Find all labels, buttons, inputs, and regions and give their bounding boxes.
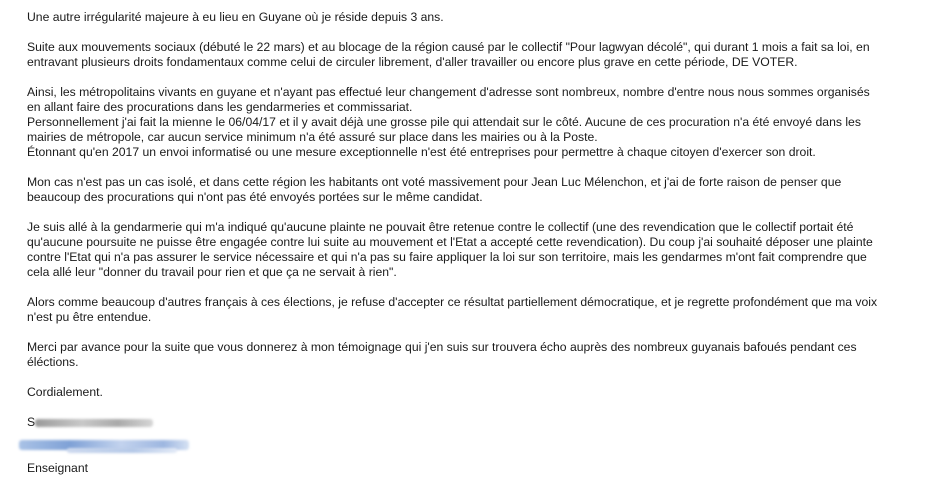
signature-email	[27, 438, 927, 453]
text-line: contre l'Etat qui n'a pas assurer le service nécessaire et qui n'a pas su faire appliquer la loi sur son territoire, mais les gendarmes m'ont fait comprendre que	[27, 250, 867, 264]
paragraph-gendarmerie	[27, 220, 927, 280]
text-line: Une autre irrégularité majeure à eu lieu en Guyane où je réside depuis 3 ans.	[27, 10, 444, 24]
text-line: Cordialement.	[27, 385, 103, 399]
text-line: en allant faire des procurations dans les gendarmeries et commissariat.	[27, 100, 413, 114]
email-body	[27, 10, 927, 484]
paragraph-isolated-case	[27, 175, 927, 205]
signature-role	[27, 461, 927, 476]
redacted-name	[35, 419, 153, 427]
paragraph-social-movements	[27, 40, 927, 70]
text-line: cela allé leur "donner du travail pour rien et que ça ne servait à rien".	[27, 265, 397, 279]
signature	[27, 415, 927, 476]
text-line: mairies de métropole, car aucun service minimum n'a été assuré sur place dans les mairies ou à la Poste.	[27, 130, 598, 144]
text-line: Étonnant qu'en 2017 un envoi informatisé ou une mesure exceptionnelle n'est été entreprises pour permettre à chaque citoyen d'exercer son droit.	[27, 145, 816, 159]
text-line: Mon cas n'est pas un cas isolé, et dans cette région les habitants ont voté massivement pour Jean Luc Mélenchon, et j'ai de forte raison de penser que	[27, 175, 842, 189]
closing-salutation	[27, 385, 927, 400]
text-line: Ainsi, les métropolitains vivants en guyane et n'ayant pas effectué leur changement d'adresse sont nombreux, nombre d'entre nous nous sommes organisés	[27, 85, 870, 99]
text-line: Personnellement j'ai fait la mienne le 06/04/17 et il y avait déjà une grosse pile qui attendait sur le côté. Aucune de ces procuration n'a été envoyé dans les	[27, 115, 861, 129]
paragraph-refusal	[27, 295, 927, 325]
paragraph-procurations	[27, 85, 927, 160]
text-line: qu'aucune poursuite ne puisse être engagée contre lui suite au mouvement et l'Etat a accepté cette revendication). Du coup j'ai souhaité déposer une plainte	[27, 235, 873, 249]
paragraph-intro	[27, 10, 927, 25]
redacted-email-underline	[67, 448, 177, 453]
text-line: Merci par avance pour la suite que vous donnerez à mon témoignage qui j'en suis sur trouvera écho auprès des nombreux guyanais bafoués pendant ces	[27, 340, 857, 354]
text-line: éléctions.	[27, 355, 79, 369]
signature-role-text: Enseignant	[27, 461, 88, 475]
signature-name-initial: S	[27, 415, 36, 429]
text-line: n'est pu être entendue.	[27, 310, 152, 324]
signature-name	[27, 415, 927, 430]
text-line: Je suis allé à la gendarmerie qui m'a indiqué qu'aucune plainte ne pouvait être retenue contre le collectif (une des revendication que le collectif portait été	[27, 220, 854, 234]
text-line: Suite aux mouvements sociaux (débuté le 22 mars) et au blocage de la région causé par le collectif "Pour lagwyan décolé", qui durant 1 mois a fait sa loi, en	[27, 40, 870, 54]
text-line: beaucoup des procurations qui n'ont pas été envoyés portées sur le même candidat.	[27, 190, 483, 204]
paragraph-thanks	[27, 340, 927, 370]
text-line: entravant plusieurs droits fondamentaux comme celui de circuler librement, d'aller travailler ou encore plus grave en cette période, DE VOTER.	[27, 55, 798, 69]
text-line: Alors comme beaucoup d'autres français à ces élections, je refuse d'accepter ce résultat partiellement démocratique, et je regrette profondément que ma voix	[27, 295, 878, 309]
